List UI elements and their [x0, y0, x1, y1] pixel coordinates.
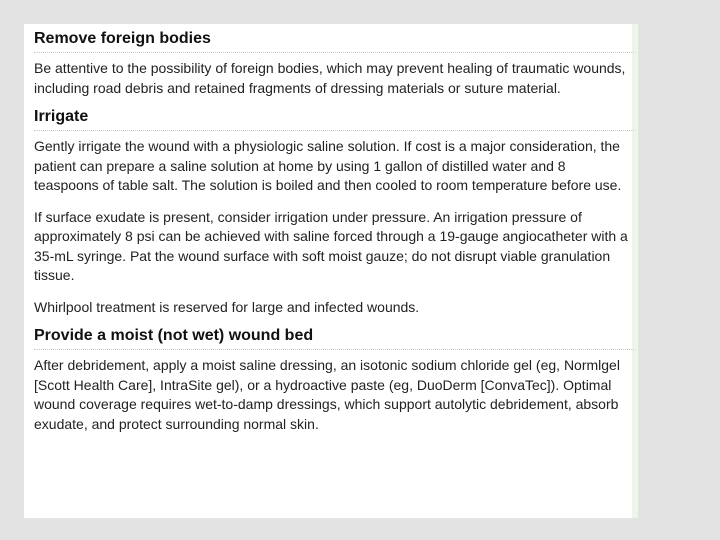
section-heading-remove-foreign-bodies: Remove foreign bodies: [34, 28, 634, 53]
paragraph-whirlpool: Whirlpool treatment is reserved for large and infected wounds.: [34, 298, 420, 315]
paragraph-irrigate-pressure: If surface exudate is present, consider irrigation under pressure. An irrigation pressure of approximately 8 psi can be achieved with saline forced through a 19-gauge angiocatheter with a 35-mL syringe. Pat the wound surface with soft moist gauze; do not disrupt viable granulation tissue.: [34, 208, 628, 283]
paragraph-foreign-bodies: Be attentive to the possibility of foreign bodies, which may prevent healing of traumatic wounds, including road debris and retained fragments of dressing materials or suture material.: [34, 60, 626, 96]
document-page: [24, 24, 638, 518]
section-heading-moist-wound-bed: Provide a moist (not wet) wound bed: [34, 325, 634, 350]
section-heading-irrigate: Irrigate: [34, 106, 634, 131]
paragraph-moist-dressing: After debridement, apply a moist saline dressing, an isotonic sodium chloride gel (eg, Normlgel [Scott Health Care], IntraSite gel), or a hydroactive paste (eg, DuoDerm [ConvaTec]). Optimal wound coverage requires wet-to-damp dressings, which support autolytic debridement, absorb exudate, and protect surrounding normal skin.: [34, 357, 620, 432]
paragraph-irrigate-saline: Gently irrigate the wound with a physiologic saline solution. If cost is a major consideration, the patient can prepare a saline solution at home by using 1 gallon of distilled water and 8 teaspoons of table salt. The solution is boiled and then cooled to room temperature before use.: [34, 138, 622, 193]
document-content: [34, 28, 634, 446]
